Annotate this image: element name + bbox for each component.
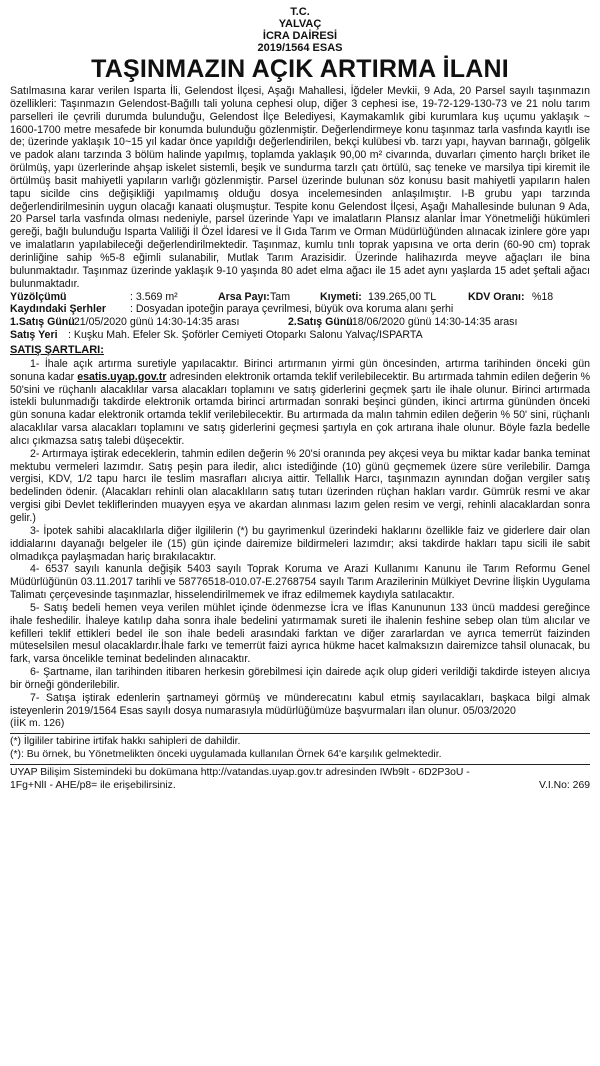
notice-footer (10, 718, 590, 793)
area-label: Yüzölçümü (10, 290, 67, 303)
uyap-access-line: UYAP Bilişim Sistemindeki bu dokümana http://vatandas.uyap.gov.tr adresinden IWb9lt - 6D2P3oU - (10, 767, 470, 779)
share-label: Arsa Payı: (218, 290, 270, 303)
share-value: Tam (270, 290, 291, 303)
issuer-header (10, 6, 590, 54)
property-description: Satılmasına karar verilen Isparta İli, Gelendost İlçesi, Aşağı Mahallesi, İğdeler Mevkii, 9 Ada, 20 Parsel sayılı taşınmazın özellikleri: Taşınmazın Gelendost-Bağıllı tali yoluna cephesi olup, diğer 3 cephesi ise, 19-72-129-130-73 ve 21 nolu tarım parselleri ile çevrili durumda bulunduğu, Gelendost İlçe Belediyesi, Kaymakamlık gibi kurumlara kuş uçumu yaklaşık ~ 1600-1700 metre mesafede bir konumda bulunduğu gözlenmiştir. Değerlendirmeye konu taşınmaz tarla vasfında kayıtlı ise de; üzerinde yaklaşık 10~15 yıl kadar önce yapıldığı değerlendirilen, bekçi kulübesi vb. tarzı yapı, hayvan barınağı, gölgelik ve padok alanı tarzında 3 bölüm halinde yapılmış, toplamda yaklaşık 90,00 m² civarında, duvarları çimento harçlı briket ile örülmüş, yapı üzerlerinde ahşap iskelet sistemli, beşik ve sundurma tarzlı çatı örtülü, saç teneke ve marsilya tipi kiremit ile örtülmüş basit mahiyetli yapıların varlığı gözlenmiştir. Parsel üzerinde bulunan söz konusu basit mahiyetli yapıların halen tapu sicilde cins değişikliği yapılmamış olduğu dosya incelemesinden anlaşılmıştır. I-B grubu yapı tarzında değerlendirilmesinin uygun olacağı kanaati oluşmuştur. Tespite konu Gelendost İlçesi, Aşağı Mahallesinde bulunan 9 Ada, 20 Parsel tarla vasfında olması nedeniyle, parsel üzerinde Yapı ve imalatların Plansız alanlar İmar Yönetmeliği hükümleri gereği, bağlı bulunduğu Isparta Valiliği İl Özel İdaresi ve İl Gıda Tarım ve Orman Müdürlüğünden alınacak izinlere göre yapı ve imalatların yapılabileceği değerlendirilmektedir. Taşınmaz, kumlu tınlı toprak yapısına ve orta derin (60-90 cm) toprak derinliğine sahip %5-8 eğimli sulanabilir, Mutlak Tarım Arazisidir. Üzerinde halihazırda meyve ağaçları ile bina bulunmaktadır. Taşınmaz üzerinde yaklaşık 9-10 yaşında 80 adet elma ağacı ile 15 adet aynı yaşlarda 15 adet şeftali ağacı bulunmaktadır. (10, 85, 590, 290)
area-value: : 3.569 m² (130, 290, 178, 303)
details-row-area (10, 291, 590, 304)
vat-label: KDV Oranı: (468, 290, 525, 303)
sale1-label: 1.Satış Günü (10, 316, 75, 329)
sale2-value: : 18/06/2020 günü 14:30-14:35 arası (346, 316, 518, 329)
header-line-file: 2019/1564 ESAS (257, 42, 343, 54)
condition-7: 7- Satışa iştirak edenlerin şartnameyi görmüş ve münderecatını kabul etmiş sayılacakları, başkaca bilgi almak isteyenlerin 2019/1564 Esas sayılı dosya numarasıyla müdürlüğümüze başvurmaları ilan olunur. 05/03/2020 (10, 691, 590, 717)
condition-1-text-b: adresinden elektronik ortamda teklif verilebilecektir. Bu artırmada tahmin edilen değerin % 50'sini ve rüçhanlı alacaklılar varsa alacakları toplamını ve satış giderlerini geçmek şartı ile ihale olunur. Birinci artırmada istekli bulunmadığı takdirde elektronik ortamda birinci artırmadan sonraki beşinci günden, ikinci artırma gününden önceki gün sonuna kadar elektronik ortamda teklif verilebilecektir. Bu artırmada da malın tahmin edilen değerin % 50' sini, rüçhanlı alacaklılar varsa alacakları toplamını ve satış giderlerini geçmesi şartıyla en çok artırana ihale olunur. Böyle fazla bedelle alıcı çıkmazsa satış talebi düşecektir. (10, 370, 591, 447)
place-label: Satış Yeri (10, 329, 58, 342)
condition-4: 4- 6537 sayılı kanunla değişik 5403 sayılı Toprak Koruma ve Arazi Kullanımı Kanunu ile Tarım Reformu Genel Müdürlüğünün 03.11.2017 tarihli ve 58776518-010.07-E.2768754 sayılı Tarım Arazilerinin Mülkiyet Devrine İlişkin Uygulama Talimatı çerçevesinde taşınmazlar, hisselendirilmemek ve ifraz edilmemek kaydıyla satılacaktır. (10, 563, 590, 602)
header-line-office: İCRA DAİRESİ (262, 30, 338, 42)
details-row-records (10, 303, 590, 316)
sale1-value: : 21/05/2020 günü 14:30-14:35 arası (68, 316, 240, 329)
header-line-town: YALVAÇ (278, 18, 322, 30)
condition-5: 5- Satış bedeli hemen veya verilen mühlet içinde ödenmezse İcra ve İflas Kanununun 133 üncü maddesi gereğince ihale feshedilir. İhaleye katılıp daha sonra ihale bedelini yatırmamak sureti ile ihalenin feshine sebep olan tüm alıcılar ve kefilleri teklif ettikleri bedel ile son ihale bedeli arasındaki farktan ve diğer zararlardan ve ayrıca temerrüt faizinden müteselsilen mesul olacaklardır.İhale farkı ve temerrüt faizi ayrıca hükme hacet kalmaksızın dairemizce tahsil olunacak, bu fark, varsa öncelikle teminat bedelinden alınacaktır. (10, 601, 590, 666)
condition-2: 2- Artırmaya iştirak edeceklerin, tahmin edilen değerin % 20'si oranında pey akçesi veya bu miktar kadar banka teminat mektubu vermeleri lazımdır. Satış peşin para iledir, alıcı istediğinde (10) günü geçmemek üzere süre verilebilir. Damga vergisi, KDV, 1/2 tapu harcı ile teslim masrafları alıcıya aittir. Tellallık Harcı, taşınmazın aynından doğan vergiler satış bedelinden ödenir. (Alacakları rehinli olan alacaklıların satış tutarı üzerinden rüçhan hakları vardır. Gümrük resmi ve akar vergisi gibi Devlet tekliflerinden muayyen eşya ve akardan alınması lazım gelen resim ve vergi, rehinli alacaklardan sonra gelir.) (10, 447, 590, 524)
vat-value: %18 (532, 290, 554, 303)
header-line-tc: T.C. (290, 6, 310, 18)
notice-title: TAŞINMAZIN AÇIK ARTIRMA İLANI (91, 55, 509, 83)
condition-1 (10, 358, 590, 448)
condition-6: 6- Şartname, ilan tarihinden itibaren herkesin görebilmesi için dairede açık olup gideri verildiği takdirde isteyen alıcıya bir örneği gönderilebilir. (10, 666, 590, 691)
footnote-2: (*): Bu örnek, bu Yönetmelikten önceki uygulamada kullanılan Örnek 64'e karşılık gelmektedir. (10, 748, 442, 760)
uyap-access-row (10, 780, 590, 793)
reference-number: V.I.No: 269 (538, 779, 590, 791)
details-row-sale-dates (10, 316, 590, 329)
footer-divider (10, 733, 590, 734)
records-value: : Dosyadan ipoteğin paraya çevrilmesi, büyük ova koruma alanı şerhi (130, 303, 454, 316)
law-reference: (İİK m. 126) (10, 717, 65, 729)
value-label: Kıymeti: (320, 290, 362, 303)
condition-1-text-a: 1- İhale açık artırma suretiyle yapılacaktır. Birinci artırmanın yirmi gün öncesinden, artırma tarihinden önceki gün sonuna kadar (10, 357, 590, 383)
conditions-heading: SATIŞ ŞARTLARI: (10, 343, 104, 356)
footnote-1: (*) İlgililer tabirine irtifak hakkı sahipleri de dahildir. (10, 736, 241, 748)
esatis-link[interactable]: esatis.uyap.gov.tr (77, 370, 167, 383)
records-label: Kaydındaki Şerhler (10, 303, 106, 316)
value-value: 139.265,00 TL (368, 290, 437, 303)
condition-3: 3- İpotek sahibi alacaklılarla diğer ilgililerin (*) bu gayrimenkul üzerindeki haklarını özellikle faiz ve giderlere dair olan iddialarını dayanağı belgeler ile (15) gün içinde dairemize bildirmeleri lazımdır; aksi takdirde hakları tapu sicili ile sabit olmadıkça paylaşmadan hariç bırakılacaktır. (10, 524, 590, 563)
sale2-label: 2.Satış Günü (288, 316, 353, 329)
details-row-place (10, 329, 590, 342)
uyap-access-code: 1Fg+NlI - AHE/p8= ile erişebilirsiniz. (10, 779, 176, 791)
place-value: : Kuşku Mah. Efeler Sk. Şoförler Cemiyeti Otoparkı Salonu Yalvaç/ISPARTA (68, 329, 423, 342)
footer-divider-2 (10, 764, 590, 765)
